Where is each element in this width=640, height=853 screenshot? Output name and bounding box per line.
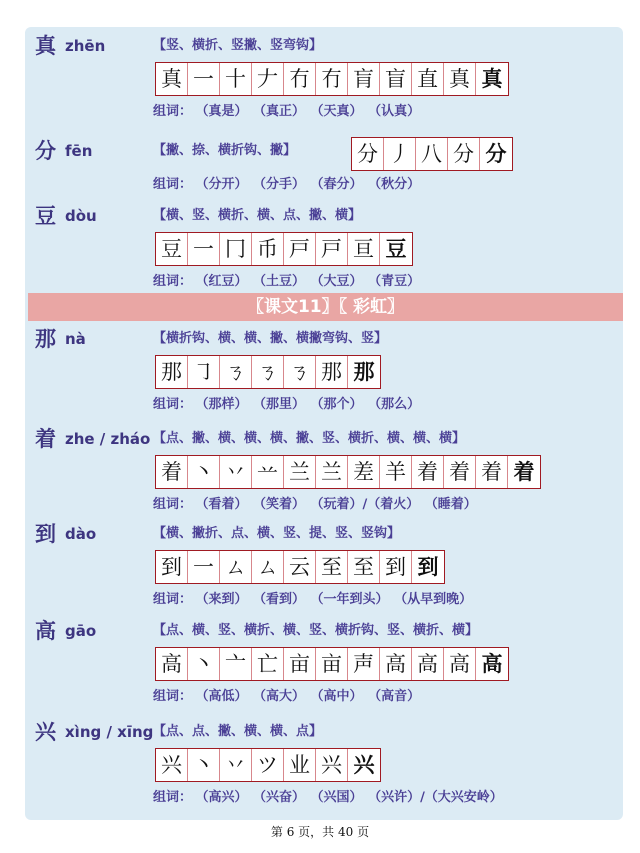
stroke-order-text: 【横、撇折、点、横、竖、提、竖、竖钩】 [153, 526, 401, 541]
grid-cell: 到 [156, 551, 188, 583]
grid-cell: 着 [444, 456, 476, 488]
grid-cell: 直 [412, 63, 444, 95]
word-item: （高兴） [202, 790, 248, 805]
word-list [153, 272, 432, 292]
stroke-order-text: 【横、竖、横折、横、点、撇、横】 [153, 208, 362, 223]
grid-cell: ツ [252, 749, 284, 781]
grid-cell: 冇 [284, 63, 316, 95]
pinyin: nà [65, 330, 86, 348]
grid-cell: 一 [188, 551, 220, 583]
grid-cell: 真 [481, 67, 503, 91]
word-list [153, 102, 432, 122]
grid-cell: 盲 [380, 63, 412, 95]
head-character: 真 [35, 33, 56, 58]
grid-cell: 一 [188, 63, 220, 95]
word-item: （玩着）/（着火） [317, 497, 420, 512]
grid-cell: 至 [348, 551, 380, 583]
stroke-grid [155, 550, 445, 584]
word-list [153, 687, 432, 707]
grid-cell: ㄋ [220, 356, 252, 388]
stroke-grid [155, 748, 381, 782]
word-label: 组词： [153, 790, 193, 805]
pinyin: dào [65, 525, 97, 543]
grid-cell: 兰 [316, 456, 348, 488]
word-list [153, 175, 432, 195]
grid-cell: 豆 [385, 237, 407, 261]
grid-cell: 豆 [156, 233, 188, 265]
word-item: （高低） [202, 689, 248, 704]
pinyin: gāo [65, 622, 97, 640]
grid-cell: 差 [348, 456, 380, 488]
word-label: 组词： [153, 274, 193, 289]
page-footer: 第 6 页，共 40 页 [270, 825, 370, 839]
grid-cell: 分 [485, 142, 507, 166]
word-item: （笑着） [259, 497, 306, 512]
word-list [153, 590, 484, 610]
head-character: 着 [35, 426, 56, 451]
grid-cell: 丶 [188, 749, 220, 781]
pinyin: zhēn [65, 37, 106, 55]
word-item: （分开） [202, 177, 248, 192]
grid-cell: 着 [476, 456, 508, 488]
word-label: 组词： [153, 104, 193, 119]
grid-cell: 一 [188, 233, 220, 265]
grid-cell: 亠 [220, 648, 252, 680]
stroke-order-text: 【竖、横折、竖撇、竖弯钩】 [153, 38, 323, 53]
head-character: 高 [35, 618, 56, 643]
word-item: （睡着） [431, 497, 477, 512]
grid-cell: 到 [380, 551, 412, 583]
word-item: （认真） [374, 104, 421, 119]
pinyin: xìng / xīng [65, 723, 154, 741]
grid-cell: 着 [412, 456, 444, 488]
grid-cell: 高 [156, 648, 188, 680]
grid-cell: 着 [156, 456, 188, 488]
word-item: （看到） [259, 592, 306, 607]
grid-cell: 䒑 [252, 456, 284, 488]
stroke-order-text: 【点、撇、横、横、横、撇、竖、横折、横、横、横】 [153, 431, 466, 446]
grid-cell: 丶 [188, 456, 220, 488]
stroke-grid [155, 647, 509, 681]
grid-cell: 分 [448, 138, 480, 170]
grid-cell: 真 [156, 63, 188, 95]
grid-cell: 肓 [348, 63, 380, 95]
grid-cell: 币 [252, 233, 284, 265]
grid-cell: 亩 [316, 648, 348, 680]
grid-cell: 那 [156, 356, 188, 388]
grid-cell: 高 [481, 652, 503, 676]
word-label: 组词： [153, 177, 193, 192]
grid-cell: 戸 [316, 233, 348, 265]
word-item: （高大） [259, 689, 306, 704]
grid-cell: 着 [513, 460, 535, 484]
grid-cell: 兰 [284, 456, 316, 488]
grid-cell: 羊 [380, 456, 412, 488]
word-item: （红豆） [202, 274, 248, 289]
grid-cell: 真 [444, 63, 476, 95]
lesson-banner: 〖课文11〗〖 彩虹〗 [28, 293, 623, 321]
word-item: （那里） [259, 397, 306, 412]
word-label: 组词： [153, 397, 193, 412]
stroke-order-text: 【横折钩、横、横、撇、横撇弯钩、竖】 [153, 331, 388, 346]
grid-cell: 那 [353, 360, 375, 384]
word-list [153, 788, 515, 808]
grid-cell: 兴 [353, 753, 375, 777]
pinyin: fēn [65, 142, 93, 160]
grid-cell: 丷 [220, 749, 252, 781]
pinyin: dòu [65, 207, 97, 225]
grid-cell: 高 [444, 648, 476, 680]
worksheet-panel [25, 27, 623, 820]
word-item: （青豆） [374, 274, 421, 289]
grid-cell: 云 [284, 551, 316, 583]
grid-cell: 兴 [156, 749, 188, 781]
word-item: （来到） [202, 592, 248, 607]
word-item: （兴奋） [259, 790, 306, 805]
stroke-grid [155, 232, 413, 266]
grid-cell: ㇆ [188, 356, 220, 388]
word-item: （看着） [202, 497, 248, 512]
word-item: （那个） [317, 397, 363, 412]
grid-cell: 丿 [384, 138, 416, 170]
head-character: 那 [35, 326, 56, 351]
grid-cell: ㄋ [252, 356, 284, 388]
grid-cell: 𠂇 [252, 63, 284, 95]
grid-cell: 亘 [348, 233, 380, 265]
grid-cell: 八 [416, 138, 448, 170]
grid-cell: 冇 [316, 63, 348, 95]
word-item: （兴许）/（大兴安岭） [374, 790, 503, 805]
grid-cell: 亩 [284, 648, 316, 680]
word-item: （大豆） [317, 274, 363, 289]
stroke-grid [155, 62, 509, 96]
stroke-order-text: 【点、横、竖、横折、横、竖、横折钩、竖、横折、横】 [153, 623, 479, 638]
grid-cell: 戸 [284, 233, 316, 265]
word-label: 组词： [153, 497, 193, 512]
grid-cell: 丶 [188, 648, 220, 680]
head-character: 到 [35, 521, 56, 546]
stroke-order-text: 【点、点、撇、横、横、点】 [153, 724, 323, 739]
grid-cell: 分 [352, 138, 384, 170]
grid-cell: 高 [412, 648, 444, 680]
grid-cell: 冂 [220, 233, 252, 265]
grid-cell: ㄙ [252, 551, 284, 583]
word-label: 组词： [153, 689, 193, 704]
stroke-grid [155, 355, 381, 389]
pinyin: zhe / zháo [65, 430, 151, 448]
word-item: （春分） [317, 177, 363, 192]
stroke-order-text: 【撇、捺、横折钩、撇】 [153, 143, 297, 158]
grid-cell: 亡 [252, 648, 284, 680]
word-label: 组词： [153, 592, 193, 607]
word-item: （真是） [202, 104, 248, 119]
head-character: 分 [35, 138, 56, 163]
word-item: （兴国） [317, 790, 363, 805]
grid-cell: 声 [348, 648, 380, 680]
grid-cell: 业 [284, 749, 316, 781]
grid-cell: 兴 [316, 749, 348, 781]
word-item: （高音） [374, 689, 421, 704]
word-item: （从早到晚） [400, 592, 473, 607]
word-item: （天真） [317, 104, 363, 119]
word-item: （分手） [259, 177, 306, 192]
word-item: （高中） [317, 689, 363, 704]
word-item: （秋分） [374, 177, 421, 192]
word-item: （那样） [202, 397, 248, 412]
word-item: （那么） [374, 397, 421, 412]
grid-cell: 到 [417, 555, 439, 579]
grid-cell: 高 [380, 648, 412, 680]
word-list [153, 395, 432, 415]
grid-cell: 十 [220, 63, 252, 95]
word-item: （土豆） [259, 274, 306, 289]
grid-cell: ㄋ [284, 356, 316, 388]
grid-cell: 至 [316, 551, 348, 583]
stroke-grid [351, 137, 513, 171]
head-character: 豆 [35, 203, 56, 228]
grid-cell: 那 [316, 356, 348, 388]
stroke-grid [155, 455, 541, 489]
grid-cell: ㄙ [220, 551, 252, 583]
head-character: 兴 [35, 719, 56, 744]
word-item: （真正） [259, 104, 306, 119]
grid-cell: 丷 [220, 456, 252, 488]
word-list [153, 495, 489, 515]
word-item: （一年到头） [317, 592, 389, 607]
